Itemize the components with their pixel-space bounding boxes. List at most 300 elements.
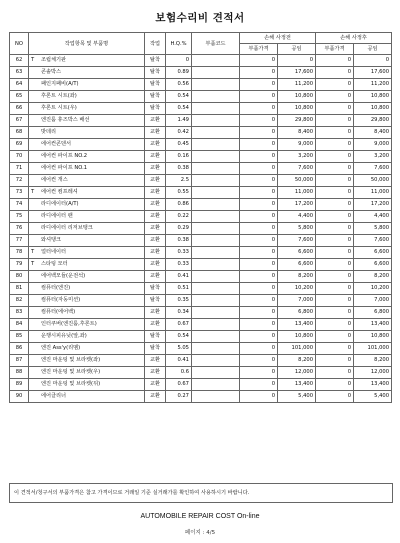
row-after-labor: 3,200 xyxy=(354,151,392,163)
row-item-name xyxy=(29,199,145,211)
row-item-name xyxy=(29,151,145,163)
table-row xyxy=(10,343,392,355)
row-hq: 0.42 xyxy=(166,127,192,139)
row-after-part-price: 0 xyxy=(316,271,354,283)
row-before-labor: 13,400 xyxy=(278,319,316,331)
row-after-part-price: 0 xyxy=(316,331,354,343)
row-before-part-price: 0 xyxy=(240,151,278,163)
row-item-name xyxy=(29,367,145,379)
row-no: 71 xyxy=(10,163,29,175)
row-item-label: 운행시피유닛(앞,좌) xyxy=(41,333,87,339)
row-item-name xyxy=(29,103,145,115)
row-before-part-price: 0 xyxy=(240,271,278,283)
row-before-part-price: 0 xyxy=(240,67,278,79)
row-work-type: 교환 xyxy=(145,367,166,379)
row-before-part-price: 0 xyxy=(240,319,278,331)
row-work-type: 교환 xyxy=(145,391,166,403)
row-no: 68 xyxy=(10,127,29,139)
row-before-labor: 8,400 xyxy=(278,127,316,139)
row-item-name xyxy=(29,187,145,199)
row-before-labor: 12,000 xyxy=(278,367,316,379)
table-row xyxy=(10,235,392,247)
row-before-labor: 10,800 xyxy=(278,331,316,343)
row-work-type: 탈착 xyxy=(145,343,166,355)
row-hq: 0.29 xyxy=(166,223,192,235)
row-item-name xyxy=(29,67,145,79)
after-part-price-header: 부품가격 xyxy=(316,44,354,55)
row-before-labor: 9,000 xyxy=(278,139,316,151)
row-item-label: 후론트 시트(좌) xyxy=(41,93,77,99)
row-before-part-price: 0 xyxy=(240,55,278,67)
row-item-label: 엔진 마운팅 및 브라켓(뒤) xyxy=(41,381,101,387)
row-hq: 0.6 xyxy=(166,367,192,379)
row-after-labor: 10,200 xyxy=(354,283,392,295)
row-work-type: 교환 xyxy=(145,199,166,211)
row-item-label: 인터쿠버(엔진룸,후론트) xyxy=(41,321,97,327)
row-item-label: 엔진 Ass'y(리멤) xyxy=(41,345,81,351)
row-hq: 0.86 xyxy=(166,199,192,211)
row-before-part-price: 0 xyxy=(240,199,278,211)
row-no: 69 xyxy=(10,139,29,151)
row-hq: 0.38 xyxy=(166,163,192,175)
row-no: 84 xyxy=(10,319,29,331)
row-no: 76 xyxy=(10,223,29,235)
row-work-type: 교환 xyxy=(145,223,166,235)
table-row xyxy=(10,175,392,187)
row-after-part-price: 0 xyxy=(316,379,354,391)
row-before-labor: 29,800 xyxy=(278,115,316,127)
col-no-header: NO xyxy=(10,33,29,55)
table-row xyxy=(10,271,392,283)
row-item-name xyxy=(29,319,145,331)
row-work-type: 교환 xyxy=(145,379,166,391)
row-before-labor: 17,600 xyxy=(278,67,316,79)
row-part-code xyxy=(192,283,240,295)
row-after-part-price: 0 xyxy=(316,367,354,379)
row-before-part-price: 0 xyxy=(240,283,278,295)
row-work-type: 탈착 xyxy=(145,67,166,79)
row-after-labor: 10,800 xyxy=(354,331,392,343)
row-item-name xyxy=(29,355,145,367)
row-item-label: 에어백모듈(운전석) xyxy=(41,273,86,279)
row-no: 90 xyxy=(10,391,29,403)
row-part-code xyxy=(192,223,240,235)
row-work-type: 교환 xyxy=(145,235,166,247)
row-work-type: 교환 xyxy=(145,175,166,187)
row-work-type: 교환 xyxy=(145,139,166,151)
row-before-part-price: 0 xyxy=(240,163,278,175)
row-hq: 1.49 xyxy=(166,115,192,127)
row-before-labor: 11,200 xyxy=(278,79,316,91)
row-after-part-price: 0 xyxy=(316,259,354,271)
row-part-code xyxy=(192,175,240,187)
row-after-labor: 6,800 xyxy=(354,307,392,319)
row-before-labor: 5,400 xyxy=(278,391,316,403)
row-part-code xyxy=(192,295,240,307)
row-item-name xyxy=(29,295,145,307)
estimate-rows xyxy=(10,55,392,403)
row-before-labor: 8,200 xyxy=(278,355,316,367)
row-work-type: 교환 xyxy=(145,115,166,127)
row-before-labor: 10,800 xyxy=(278,103,316,115)
row-item-label: 에어클리너 xyxy=(41,393,67,399)
table-row xyxy=(10,391,392,403)
row-mark: T xyxy=(31,249,35,255)
row-before-part-price: 0 xyxy=(240,235,278,247)
row-work-type: 탈착 xyxy=(145,91,166,103)
row-hq: 0.38 xyxy=(166,235,192,247)
row-item-name xyxy=(29,163,145,175)
row-hq: 0.34 xyxy=(166,307,192,319)
row-item-name xyxy=(29,175,145,187)
row-item-label: 엔진 마운팅 및 브라켓(우) xyxy=(41,369,101,375)
row-part-code xyxy=(192,187,240,199)
row-item-name xyxy=(29,211,145,223)
row-after-labor: 8,200 xyxy=(354,355,392,367)
row-no: 85 xyxy=(10,331,29,343)
row-item-name xyxy=(29,139,145,151)
row-after-part-price: 0 xyxy=(316,139,354,151)
table-row xyxy=(10,67,392,79)
row-after-labor: 10,800 xyxy=(354,91,392,103)
row-before-part-price: 0 xyxy=(240,91,278,103)
row-item-name xyxy=(29,271,145,283)
row-hq: 0.54 xyxy=(166,103,192,115)
estimate-table xyxy=(9,32,392,403)
row-no: 65 xyxy=(10,91,29,103)
row-after-labor: 101,000 xyxy=(354,343,392,355)
row-no: 89 xyxy=(10,379,29,391)
table-row xyxy=(10,103,392,115)
row-after-part-price: 0 xyxy=(316,115,354,127)
row-after-part-price: 0 xyxy=(316,103,354,115)
table-row xyxy=(10,163,392,175)
row-work-type: 교환 xyxy=(145,319,166,331)
row-before-part-price: 0 xyxy=(240,127,278,139)
row-before-labor: 8,200 xyxy=(278,271,316,283)
row-part-code xyxy=(192,91,240,103)
row-after-part-price: 0 xyxy=(316,79,354,91)
row-before-labor: 101,000 xyxy=(278,343,316,355)
row-item-label: 라디에이터 팬 xyxy=(41,213,73,219)
row-item-label: 얼터네이터 xyxy=(41,249,67,255)
row-after-labor: 17,200 xyxy=(354,199,392,211)
row-before-part-price: 0 xyxy=(240,139,278,151)
row-before-part-price: 0 xyxy=(240,367,278,379)
row-hq: 0.89 xyxy=(166,67,192,79)
row-after-labor: 12,000 xyxy=(354,367,392,379)
row-part-code xyxy=(192,259,240,271)
col-before-header: 손해 사정전 xyxy=(240,33,316,44)
page-number: 페이지 : 4/5 xyxy=(184,530,216,536)
row-part-code xyxy=(192,319,240,331)
table-row xyxy=(10,355,392,367)
row-before-labor: 10,800 xyxy=(278,91,316,103)
table-row xyxy=(10,319,392,331)
row-mark: T xyxy=(31,57,35,63)
row-item-label: 라디에이터 리저브탱크 xyxy=(41,225,93,231)
row-after-part-price: 0 xyxy=(316,295,354,307)
table-row xyxy=(10,151,392,163)
row-before-labor: 6,600 xyxy=(278,247,316,259)
row-after-labor: 8,200 xyxy=(354,271,392,283)
row-no: 64 xyxy=(10,79,29,91)
col-code-header: 부품코드 xyxy=(192,33,240,55)
row-before-labor: 7,600 xyxy=(278,235,316,247)
row-work-type: 교환 xyxy=(145,355,166,367)
row-hq: 0.56 xyxy=(166,79,192,91)
row-after-part-price: 0 xyxy=(316,151,354,163)
row-before-part-price: 0 xyxy=(240,79,278,91)
row-before-labor: 7,600 xyxy=(278,163,316,175)
row-item-label: 에어컨 파이프 NO.2 xyxy=(41,153,88,159)
row-no: 88 xyxy=(10,367,29,379)
row-after-labor: 13,400 xyxy=(354,319,392,331)
row-after-labor: 29,800 xyxy=(354,115,392,127)
row-after-part-price: 0 xyxy=(316,55,354,67)
row-before-part-price: 0 xyxy=(240,355,278,367)
row-hq: 5.05 xyxy=(166,343,192,355)
row-before-labor: 10,200 xyxy=(278,283,316,295)
col-after-header: 손해 사정후 xyxy=(316,33,392,44)
row-work-type: 탈착 xyxy=(145,55,166,67)
row-item-name xyxy=(29,115,145,127)
row-item-label: 콘솔박스 xyxy=(41,69,62,75)
row-item-label: 밧데리 xyxy=(41,129,57,135)
table-row xyxy=(10,259,392,271)
table-row xyxy=(10,211,392,223)
row-before-part-price: 0 xyxy=(240,379,278,391)
row-no: 79 xyxy=(10,259,29,271)
row-item-name xyxy=(29,79,145,91)
row-after-part-price: 0 xyxy=(316,67,354,79)
row-item-label: 후론트 시트(우) xyxy=(41,105,77,111)
row-work-type: 교환 xyxy=(145,259,166,271)
row-hq: 0.16 xyxy=(166,151,192,163)
row-before-labor: 0 xyxy=(278,55,316,67)
row-part-code xyxy=(192,367,240,379)
row-before-part-price: 0 xyxy=(240,223,278,235)
row-after-labor: 4,400 xyxy=(354,211,392,223)
row-part-code xyxy=(192,343,240,355)
row-item-label: 조립체기판 xyxy=(41,57,67,63)
col-hq-header: H.Q.% xyxy=(166,33,192,55)
row-work-type: 교환 xyxy=(145,127,166,139)
row-part-code xyxy=(192,271,240,283)
row-work-type: 탈착 xyxy=(145,79,166,91)
row-after-part-price: 0 xyxy=(316,199,354,211)
table-row xyxy=(10,187,392,199)
row-item-name xyxy=(29,379,145,391)
row-item-label: 컴퓨터(엔진) xyxy=(41,285,71,291)
row-no: 83 xyxy=(10,307,29,319)
col-work-header: 작업 xyxy=(145,33,166,55)
after-labor-header: 공임 xyxy=(354,44,392,55)
row-item-name xyxy=(29,283,145,295)
table-row xyxy=(10,283,392,295)
row-after-part-price: 0 xyxy=(316,211,354,223)
row-after-part-price: 0 xyxy=(316,247,354,259)
row-work-type: 교환 xyxy=(145,247,166,259)
row-no: 75 xyxy=(10,211,29,223)
row-part-code xyxy=(192,115,240,127)
row-before-labor: 17,200 xyxy=(278,199,316,211)
row-item-name xyxy=(29,223,145,235)
table-row xyxy=(10,331,392,343)
row-work-type: 탈착 xyxy=(145,295,166,307)
row-before-labor: 5,800 xyxy=(278,223,316,235)
row-part-code xyxy=(192,199,240,211)
row-part-code xyxy=(192,67,240,79)
row-hq: 0.33 xyxy=(166,259,192,271)
row-no: 78 xyxy=(10,247,29,259)
row-item-name xyxy=(29,55,145,67)
row-work-type: 교환 xyxy=(145,307,166,319)
row-after-part-price: 0 xyxy=(316,283,354,295)
row-no: 80 xyxy=(10,271,29,283)
table-row xyxy=(10,55,392,67)
row-after-labor: 50,000 xyxy=(354,175,392,187)
row-before-part-price: 0 xyxy=(240,259,278,271)
row-part-code xyxy=(192,79,240,91)
row-after-part-price: 0 xyxy=(316,163,354,175)
row-item-label: 에어컨콘덴서 xyxy=(41,141,72,147)
row-hq: 0.45 xyxy=(166,139,192,151)
row-item-name xyxy=(29,343,145,355)
table-row xyxy=(10,91,392,103)
row-after-labor: 13,400 xyxy=(354,379,392,391)
row-after-part-price: 0 xyxy=(316,319,354,331)
row-after-part-price: 0 xyxy=(316,391,354,403)
row-work-type: 교환 xyxy=(145,271,166,283)
row-before-part-price: 0 xyxy=(240,115,278,127)
row-before-part-price: 0 xyxy=(240,307,278,319)
row-item-name xyxy=(29,127,145,139)
row-item-label: 에어컨 컴프레셔 xyxy=(41,189,78,195)
row-after-part-price: 0 xyxy=(316,235,354,247)
row-after-labor: 7,600 xyxy=(354,235,392,247)
before-part-price-header: 부품가격 xyxy=(240,44,278,55)
row-no: 87 xyxy=(10,355,29,367)
row-no: 70 xyxy=(10,151,29,163)
row-work-type: 교환 xyxy=(145,187,166,199)
row-part-code xyxy=(192,391,240,403)
row-hq: 0.35 xyxy=(166,295,192,307)
row-before-labor: 3,200 xyxy=(278,151,316,163)
row-after-part-price: 0 xyxy=(316,223,354,235)
footer-title: AUTOMOBILE REPAIR COST On-line xyxy=(140,513,260,520)
row-item-label: 엔진 마운팅 및 브라켓(좌) xyxy=(41,357,101,363)
row-hq: 0.22 xyxy=(166,211,192,223)
row-hq: 0 xyxy=(166,55,192,67)
table-row xyxy=(10,367,392,379)
row-after-labor: 5,400 xyxy=(354,391,392,403)
row-item-label: 컴퓨터(에어백) xyxy=(41,309,76,315)
row-before-labor: 6,800 xyxy=(278,307,316,319)
row-after-part-price: 0 xyxy=(316,355,354,367)
row-item-label: 엔진룸 휴즈박스 배선 xyxy=(41,117,90,123)
row-work-type: 교환 xyxy=(145,163,166,175)
row-mark: T xyxy=(31,189,35,195)
header-row-1 xyxy=(10,33,392,44)
row-no: 63 xyxy=(10,67,29,79)
row-work-type: 탈착 xyxy=(145,331,166,343)
row-part-code xyxy=(192,103,240,115)
table-row xyxy=(10,247,392,259)
row-before-labor: 13,400 xyxy=(278,379,316,391)
row-before-part-price: 0 xyxy=(240,247,278,259)
row-hq: 0.27 xyxy=(166,391,192,403)
row-no: 82 xyxy=(10,295,29,307)
row-part-code xyxy=(192,331,240,343)
row-before-labor: 50,000 xyxy=(278,175,316,187)
row-item-label: 컴퓨터(자동미션) xyxy=(41,297,81,303)
row-part-code xyxy=(192,307,240,319)
row-hq: 0.33 xyxy=(166,247,192,259)
row-part-code xyxy=(192,139,240,151)
row-part-code xyxy=(192,235,240,247)
row-before-part-price: 0 xyxy=(240,175,278,187)
row-no: 62 xyxy=(10,55,29,67)
row-no: 77 xyxy=(10,235,29,247)
row-item-label: 와셔탱크 xyxy=(41,237,62,243)
row-before-part-price: 0 xyxy=(240,103,278,115)
row-before-labor: 6,600 xyxy=(278,259,316,271)
row-after-part-price: 0 xyxy=(316,343,354,355)
row-work-type: 탈착 xyxy=(145,283,166,295)
row-after-labor: 7,600 xyxy=(354,163,392,175)
price-notice: 이 견적서/청구서의 부품가격은 참고 가격이므로 거래일 기준 실거래가를 확인하여 사용하시기 바랍니다. xyxy=(9,483,393,503)
row-before-labor: 4,400 xyxy=(278,211,316,223)
row-after-part-price: 0 xyxy=(316,307,354,319)
row-hq: 0.67 xyxy=(166,319,192,331)
row-before-part-price: 0 xyxy=(240,343,278,355)
row-after-part-price: 0 xyxy=(316,91,354,103)
row-no: 72 xyxy=(10,175,29,187)
row-hq: 0.41 xyxy=(166,355,192,367)
table-row xyxy=(10,139,392,151)
row-before-part-price: 0 xyxy=(240,391,278,403)
row-no: 67 xyxy=(10,115,29,127)
row-hq: 0.55 xyxy=(166,187,192,199)
row-item-label: 스타팅 모터 xyxy=(41,261,68,267)
row-item-label: 패인지패비(A/T) xyxy=(41,81,79,87)
row-item-label: 라디에이터(A/T) xyxy=(41,201,79,207)
row-no: 74 xyxy=(10,199,29,211)
table-row xyxy=(10,223,392,235)
table-row xyxy=(10,115,392,127)
row-after-labor: 7,000 xyxy=(354,295,392,307)
row-after-labor: 6,600 xyxy=(354,247,392,259)
row-after-labor: 10,800 xyxy=(354,103,392,115)
row-no: 73 xyxy=(10,187,29,199)
row-part-code xyxy=(192,127,240,139)
row-item-name xyxy=(29,235,145,247)
row-hq: 0.54 xyxy=(166,91,192,103)
row-hq: 0.41 xyxy=(166,271,192,283)
row-no: 86 xyxy=(10,343,29,355)
row-no: 81 xyxy=(10,283,29,295)
row-after-part-price: 0 xyxy=(316,187,354,199)
row-work-type: 탈착 xyxy=(145,103,166,115)
row-before-part-price: 0 xyxy=(240,331,278,343)
table-row xyxy=(10,79,392,91)
row-after-labor: 9,000 xyxy=(354,139,392,151)
row-hq: 0.51 xyxy=(166,283,192,295)
table-row xyxy=(10,379,392,391)
row-hq: 0.54 xyxy=(166,331,192,343)
row-after-labor: 11,000 xyxy=(354,187,392,199)
